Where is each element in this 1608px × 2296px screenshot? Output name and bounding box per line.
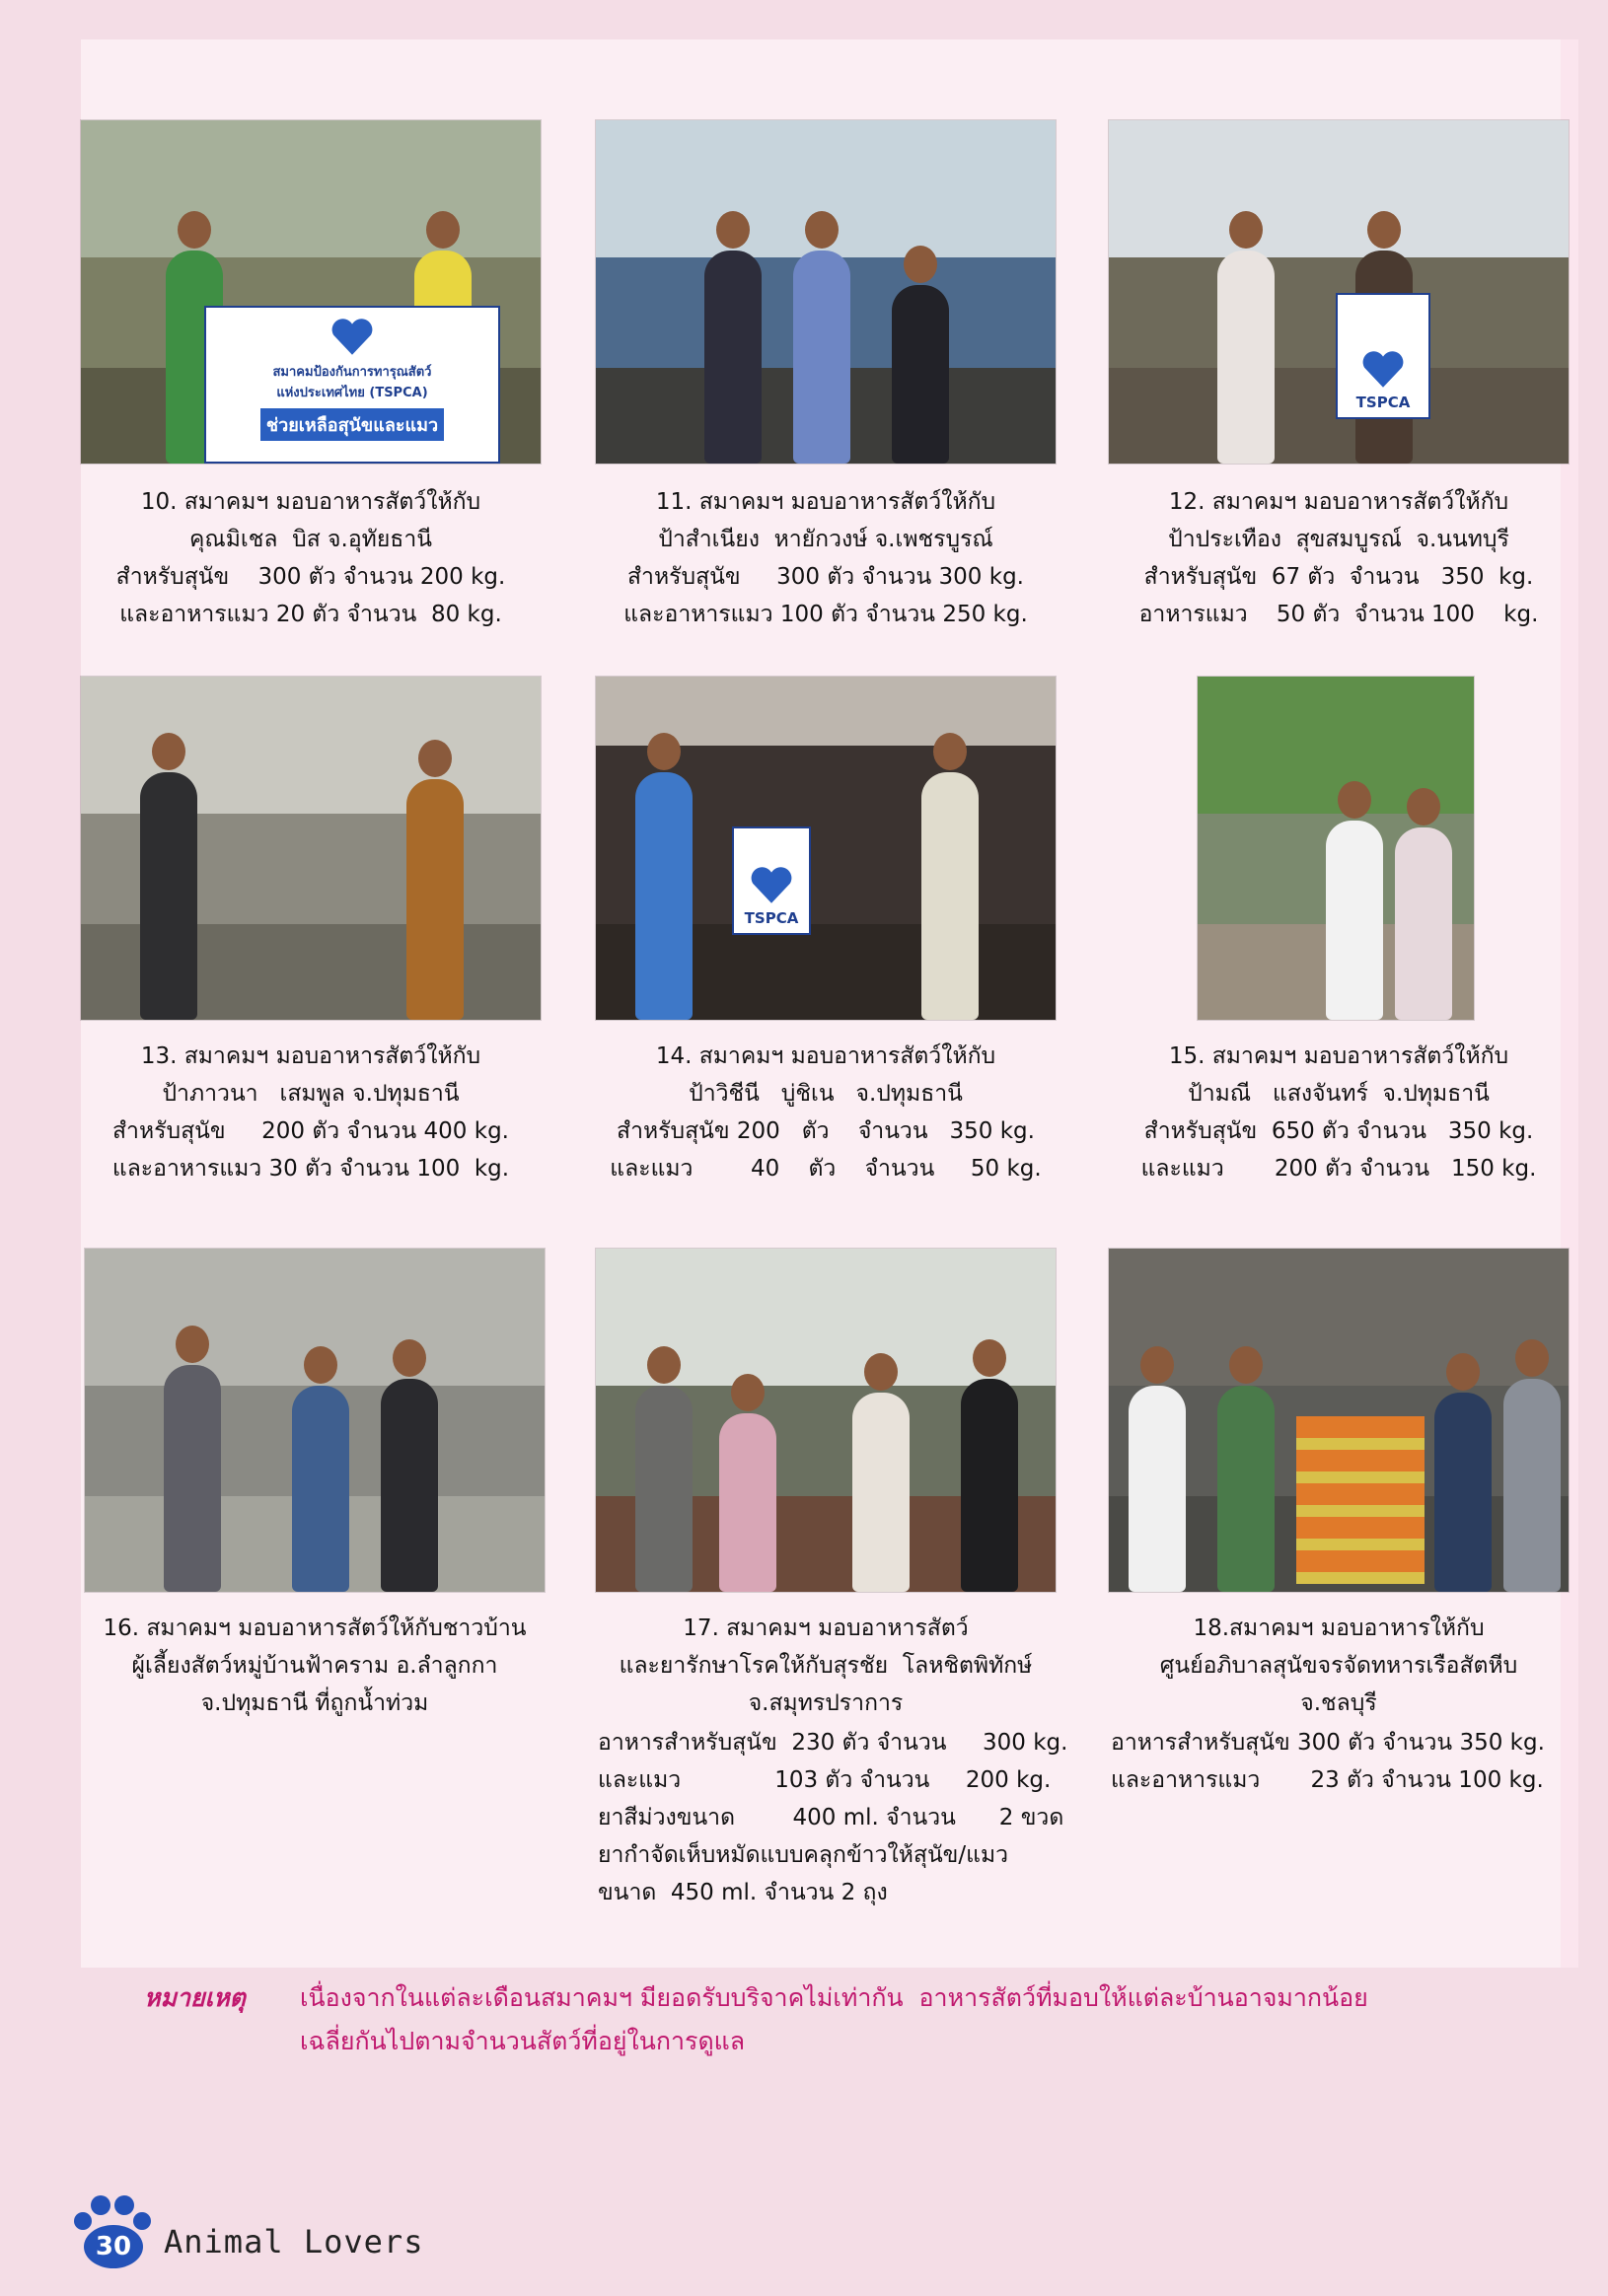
- tspca-sign: [1336, 293, 1430, 419]
- photo-14: [596, 677, 1056, 1020]
- photo-10: [81, 120, 541, 464]
- caption-15: 15. สมาคมฯ มอบอาหารสัตว์ให้กับ ป้ามณี แสงจันทร์ จ.ปทุมธานี สำหรับสุนัข 650 ตัว จำนวน 350 kg. และแมว 200 ตัว จำนวน 150 kg.: [1140, 1043, 1537, 1182]
- banner-text: สมาคมป้องกันการทารุณสัตว์: [272, 365, 432, 380]
- photo-13: [81, 677, 541, 1020]
- caption-12: 12. สมาคมฯ มอบอาหารสัตว์ให้กับ ป้าประเทือง สุขสมบูรณ์ จ.นนทบุรี สำหรับสุนัข 67 ตัว จำนวน 350 kg. อาหารแมว 50 ตัว จำนวน 100 kg.: [1138, 489, 1539, 627]
- photo-12: [1109, 120, 1569, 464]
- tspca-label: TSPCA: [1355, 394, 1411, 411]
- footnote: [144, 1976, 1368, 2107]
- caption-10: 10. สมาคมฯ มอบอาหารสัตว์ให้กับ คุณมิเชล บิส จ.อุทัยธานี สำหรับสุนัข 300 ตัว จำนวน 200 kg. และอาหารแมว 20 ตัว จำนวน 80 kg.: [115, 489, 506, 627]
- note-label: หมายเหตุ: [144, 1983, 246, 2012]
- page-footer: [69, 2191, 483, 2270]
- details-18: อาหารสำหรับสุนัข 300 ตัว จำนวน 350 kg. และอาหารแมว 23 ตัว จำนวน 100 kg.: [1111, 1730, 1545, 1793]
- photo-17: [596, 1249, 1056, 1592]
- caption-16: 16. สมาคมฯ มอบอาหารสัตว์ให้กับชาวบ้าน ผู้เลี้ยงสัตว์หมู่บ้านฟ้าคราม อ.ลำลูกกา จ.ปทุมธานี ที่ถูกน้ำท่วม: [103, 1615, 527, 1716]
- caption-17: 17. สมาคมฯ มอบอาหารสัตว์ และยารักษาโรคให้กับสุรชัย โลหชิตพิทักษ์ จ.สมุทรปราการ: [619, 1615, 1033, 1716]
- caption-13: 13. สมาคมฯ มอบอาหารสัตว์ให้กับ ป้าภาวนา เสมพูล จ.ปทุมธานี สำหรับสุนัข 200 ตัว จำนวน 400 kg. และอาหารแมว 30 ตัว จำนวน 100 kg.: [111, 1043, 510, 1182]
- tspca-sign: [732, 826, 811, 935]
- photo-15: [1198, 677, 1474, 1020]
- heart-logo-icon: [1360, 350, 1406, 390]
- food-bags: [1296, 1416, 1425, 1584]
- page-number: 30: [95, 2232, 132, 2261]
- tspca-label: TSPCA: [744, 909, 799, 927]
- heart-logo-icon: [329, 318, 375, 357]
- caption-14: 14. สมาคมฯ มอบอาหารสัตว์ให้กับ ป้าวิชีนี บู่ชิเน จ.ปทุมธานี สำหรับสุนัข 200 ตัว จำนวน 350 kg. และแมว 40 ตัว จำนวน 50 kg.: [610, 1043, 1042, 1182]
- caption-11: 11. สมาคมฯ มอบอาหารสัตว์ให้กับ ป้าสำเนียง หายักวงษ์ จ.เพชรบูรณ์ สำหรับสุนัข 300 ตัว จำนวน 300 kg. และอาหารแมว 100 ตัว จำนวน 250 kg.: [623, 489, 1028, 627]
- photo-16: [85, 1249, 545, 1592]
- note-text: เนื่องจากในแต่ละเดือนสมาคมฯ มียอดรับบริจาคไม่เท่ากัน อาหารสัตว์ที่มอบให้แต่ละบ้านอาจมากน้อย เฉลี่ยกันไปตามจำนวนสัตว์ที่อยู่ในการดูแล: [300, 1983, 1368, 2055]
- caption-18: 18.สมาคมฯ มอบอาหารให้กับ ศูนย์อภิบาลสุนัขจรจัดทหารเรือสัตหีบ จ.ชลบุรี: [1159, 1615, 1518, 1716]
- banner-text: แห่งประเทศไทย (TSPCA): [276, 386, 428, 400]
- heart-logo-icon: [749, 866, 794, 905]
- photo-11: [596, 120, 1056, 464]
- tspca-banner: [204, 306, 500, 464]
- magazine-title: Animal Lovers: [164, 2223, 424, 2260]
- photo-18: [1109, 1249, 1569, 1592]
- details-17: อาหารสำหรับสุนัข 230 ตัว จำนวน 300 kg. และแมว 103 ตัว จำนวน 200 kg. ยาสีม่วงขนาด 400 ml. จำนวน 2 ขวด ยากำจัดเห็บหมัดแบบคลุกข้าวให้สุนัข/แมว ขนาด 450 ml. จำนวน 2 ถุง: [598, 1730, 1068, 1905]
- banner-slogan: ช่วยเหลือสุนัขและแมว: [260, 408, 444, 441]
